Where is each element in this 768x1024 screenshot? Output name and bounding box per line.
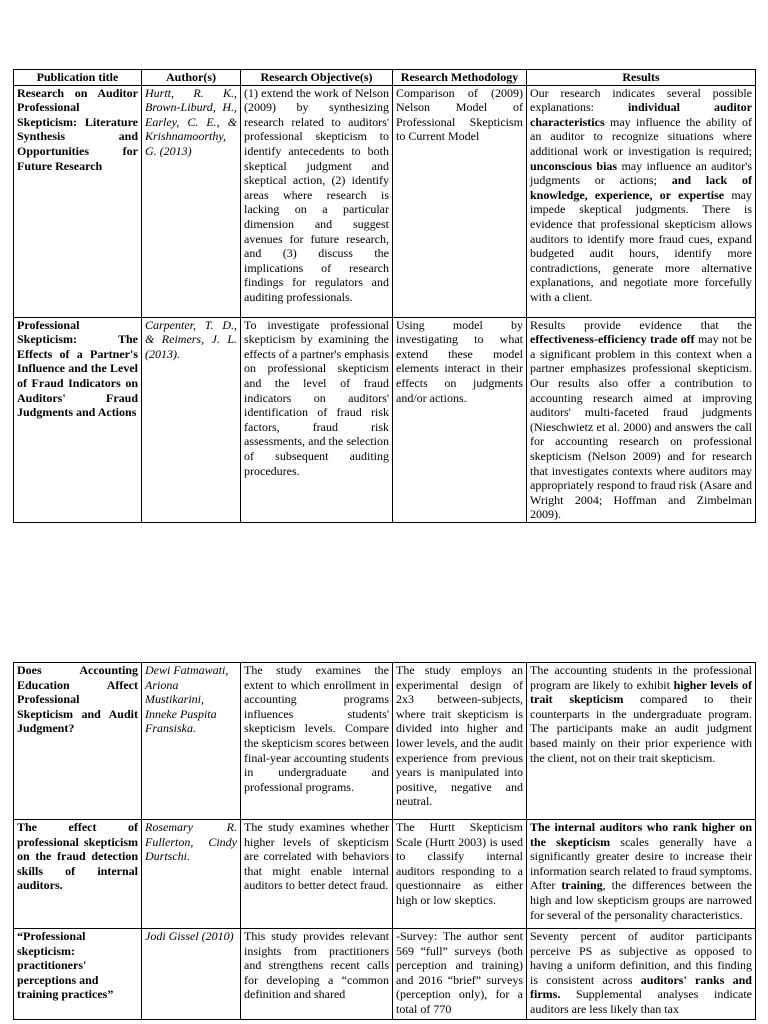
- result-emphasis: effectiveness-efficiency trade off: [530, 332, 695, 347]
- result-text: may influence the ability of an auditor to recognize situations where additional work or investigation is required;: [530, 114, 752, 158]
- table-row: [14, 929, 756, 1020]
- result-emphasis: training: [561, 878, 603, 893]
- header-authors: Author(s): [142, 70, 241, 86]
- research-methodology: Using model by investigating to what extend these model elements interact in their effects on judgments and/or actions.: [393, 317, 527, 522]
- header-research-objectives: Research Objective(s): [241, 70, 393, 86]
- header-research-methodology: Research Methodology: [393, 70, 527, 86]
- authors: Carpenter, T. D., & Reimers, J. L. (2013).: [142, 317, 241, 522]
- literature-table-2: [13, 662, 756, 1020]
- table-header-row: [14, 70, 756, 86]
- authors: Dewi Fatmawati, Ariona Mustikarini, Inneke Puspita Fransiska.: [142, 663, 241, 820]
- results: [527, 663, 756, 820]
- result-text: may influence an auditor's judgments or actions;: [530, 158, 753, 188]
- table-row: [14, 317, 756, 522]
- research-objectives: This study provides relevant insights from practitioners and strengthens recent calls for developing a “common definition and shared: [241, 929, 393, 1020]
- authors: Hurtt, R. K., Brown-Liburd, H., Earley, C. E., & Krishnamoorthy, G. (2013): [142, 85, 241, 317]
- result-text: The accounting students in the professional program are likely to exhibit: [530, 663, 752, 692]
- table-row: [14, 85, 756, 317]
- result-text: scales generally have a significantly greater desire to increase their information search related to fraud symptoms. After: [530, 834, 752, 893]
- header-publication-title: Publication title: [14, 70, 142, 86]
- result-emphasis: and lack of knowledge, experience, or expertise: [530, 173, 752, 202]
- research-methodology: Comparison of (2009) Nelson Model of Professional Skepticism to Current Model: [393, 85, 527, 317]
- result-text: , the differences between the high and low skepticism groups are narrowed for several of the personality characteristics.: [530, 878, 752, 922]
- authors: Rosemary R. Fullerton, Cindy Durtschi.: [142, 820, 241, 929]
- research-methodology: The Hurtt Skepticism Scale (Hurtt 2003) is used to classify internal auditors responding to a questionnaire as either high or low skeptics.: [393, 820, 527, 929]
- result-text: Supplemental analyses indicate auditors are less likely than tax: [530, 987, 752, 1016]
- result-emphasis: unconscious bias: [530, 158, 618, 173]
- result-emphasis: individual auditor characteristics: [530, 100, 752, 129]
- publication-title: “Professional skepticism: practitioners' perceptions and training practices”: [14, 929, 142, 1020]
- result-text: compared to their counterparts in the undergraduate program. The participants make an audit judgment based mainly on their prior experience with the client, not on their trait skepticism.: [530, 692, 752, 765]
- authors: Jodi Gissel (2010): [142, 929, 241, 1020]
- result-text: may not be a significant problem in this context when a partner emphasizes professional skepticism. Our results also offer a contribution to accounting research aimed at improving auditors' multi-faceted fraud judgments (Nieschwietz et al. 2000) and answers the call for accounting research on professional skepticism (Nelson 2009) and for research that investigates contexts where auditors may appropriately respond to fraud risk (Asare and Wright 2004; Hoffman and Zimbelman 2009).: [530, 332, 752, 522]
- results: [527, 85, 756, 317]
- table-row: [14, 820, 756, 929]
- results: [527, 317, 756, 522]
- research-methodology: The study employs an experimental design of 2x3 between-subjects, where trait skepticism is divided into higher and lower levels, and the audit experience from previous years is manipulated into positive, negative and neutral.: [393, 663, 527, 820]
- results: [527, 820, 756, 929]
- research-objectives: The study examines whether higher levels of skepticism are correlated with behaviors that might enable internal auditors to better detect fraud.: [241, 820, 393, 929]
- publication-title: Professional Skepticism: The Effects of a Partner's Influence and the Level of Fraud Indicators on Auditors' Fraud Judgments and Actions: [14, 317, 142, 522]
- research-objectives: The study examines the extent to which enrollment in accounting programs influences students' skepticism levels. Compare the skepticism scores between final-year accounting students in undergraduate and professional programs.: [241, 663, 393, 820]
- research-objectives: (1) extend the work of Nelson (2009) by synthesizing research related to auditors' professional skepticism to identify antecedents to both skeptical judgment and skeptical action, (2) identify areas where research is lacking on a particular dimension and suggest avenues for future research, and (3) discuss the implications of research findings for regulators and auditing professionals.: [241, 85, 393, 317]
- result-text: Our research indicates several possible explanations:: [530, 85, 752, 115]
- header-results: Results: [527, 70, 756, 86]
- results: [527, 929, 756, 1020]
- research-objectives: To investigate professional skepticism by examining the effects of a partner's emphasis on professional skepticism and the level of fraud indicators on auditors' identification of fraud risk factors, fraud risk assessments, and the selection of subsequent auditing procedures.: [241, 317, 393, 522]
- publication-title: Does Accounting Education Affect Professional Skepticism and Audit Judgment?: [14, 663, 142, 820]
- result-emphasis: The internal auditors who rank higher on the skepticism: [530, 820, 752, 849]
- result-emphasis: higher levels of trait skepticism: [530, 677, 752, 707]
- result-text: may impede skeptical judgments. There is evidence that professional skepticism allows auditors to identify more fraud cues, expand budgeted audit hours, identify more contradictions, generate more alternative explanations, and negotiate more forcefully with a client.: [530, 187, 752, 304]
- research-methodology: -Survey: The author sent 569 “full” surveys (both perception and training) and 2016 “brief” surveys (perception only), for a total of 770: [393, 929, 527, 1020]
- result-emphasis: auditors' ranks and firms.: [530, 972, 752, 1002]
- result-text: Seventy percent of auditor participants perceive PS as subjective as opposed to having a uniform definition, and this finding is consistent across: [530, 929, 752, 987]
- result-text: Results provide evidence that the: [530, 317, 752, 332]
- publication-title: Research on Auditor Professional Skepticism: Literature Synthesis and Opportunities for Future Research: [14, 85, 142, 317]
- literature-table-1: [13, 69, 756, 523]
- publication-title: The effect of professional skepticism on the fraud detection skills of internal auditors.: [14, 820, 142, 929]
- table-row: [14, 663, 756, 820]
